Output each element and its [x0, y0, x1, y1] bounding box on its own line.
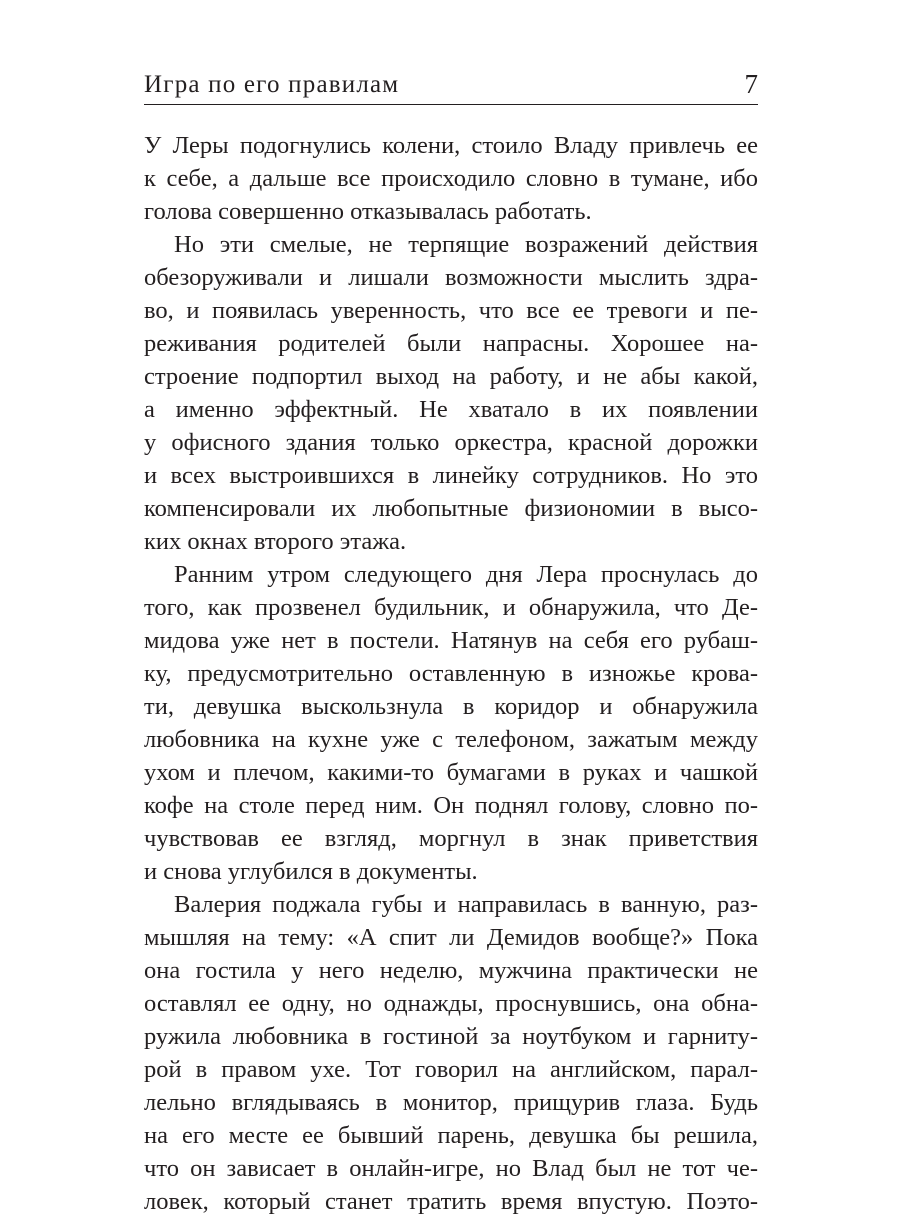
text-line: на его месте ее бывший парень, девушка бы решила, — [144, 1122, 758, 1149]
text-line: у офисного здания только оркестра, красной дорожки — [144, 429, 758, 456]
page-number: 7 — [744, 69, 758, 99]
running-title: Игра по его правилам — [144, 71, 400, 98]
text-line: чувствовав ее взгляд, моргнул в знак приветствия — [144, 825, 758, 852]
text-line: любовника на кухне уже с телефоном, зажатым между — [144, 726, 758, 753]
text-line: обезоруживали и лишали возможности мыслить здра- — [144, 264, 758, 291]
text-line: и снова углубился в документы. — [144, 858, 478, 885]
text-line: Но эти смелые, не терпящие возражений действия — [174, 231, 758, 258]
text-line: У Леры подогнулись колени, стоило Владу привлечь ее — [144, 132, 758, 159]
running-header — [144, 68, 758, 105]
text-line: оставлял ее одну, но однажды, проснувшись, она обна- — [144, 990, 758, 1017]
text-line: рой в правом ухе. Тот говорил на английском, парал- — [144, 1056, 758, 1083]
body-text — [144, 129, 758, 1218]
text-line: она гостила у него неделю, мужчина практически не — [144, 957, 758, 984]
text-line: а именно эффектный. Не хватало в их появлении — [144, 396, 758, 423]
text-line: ружила любовника в гостиной за ноутбуком и гарниту- — [144, 1023, 758, 1050]
text-line: Валерия поджала губы и направилась в ванную, раз- — [174, 891, 758, 918]
text-line: ловек, который станет тратить время впустую. Поэто- — [144, 1188, 758, 1215]
text-line: ухом и плечом, какими-то бумагами в руках и чашкой — [144, 759, 758, 786]
text-line: мышляя на тему: «А спит ли Демидов вообще?» Пока — [144, 924, 758, 951]
text-line: ку, предусмотрительно оставленную в изножье крова- — [144, 660, 758, 687]
text-line: того, как прозвенел будильник, и обнаружила, что Де- — [144, 594, 758, 621]
text-line: что он зависает в онлайн-игре, но Влад был не тот че- — [144, 1155, 758, 1182]
text-line: голова совершенно отказывалась работать. — [144, 198, 592, 225]
text-line: Ранним утром следующего дня Лера проснулась до — [174, 561, 758, 588]
text-line: ких окнах второго этажа. — [144, 528, 407, 555]
text-line: лельно вглядываясь в монитор, прищурив глаза. Будь — [144, 1089, 758, 1116]
text-line: строение подпортил выход на работу, и не абы какой, — [144, 363, 758, 390]
text-line: кофе на столе перед ним. Он поднял голову, словно по- — [144, 792, 758, 819]
text-line: ти, девушка выскользнула в коридор и обнаружила — [144, 693, 758, 720]
text-line: к себе, а дальше все происходило словно в тумане, ибо — [144, 165, 758, 192]
text-line: мидова уже нет в постели. Натянув на себя его рубаш- — [144, 627, 758, 654]
text-line: реживания родителей были напрасны. Хорошее на- — [144, 330, 758, 357]
text-line: во, и появилась уверенность, что все ее тревоги и пе- — [144, 297, 758, 324]
text-line: и всех выстроившихся в линейку сотрудников. Но это — [144, 462, 758, 489]
text-line: компенсировали их любопытные физиономии в высо- — [144, 495, 758, 522]
